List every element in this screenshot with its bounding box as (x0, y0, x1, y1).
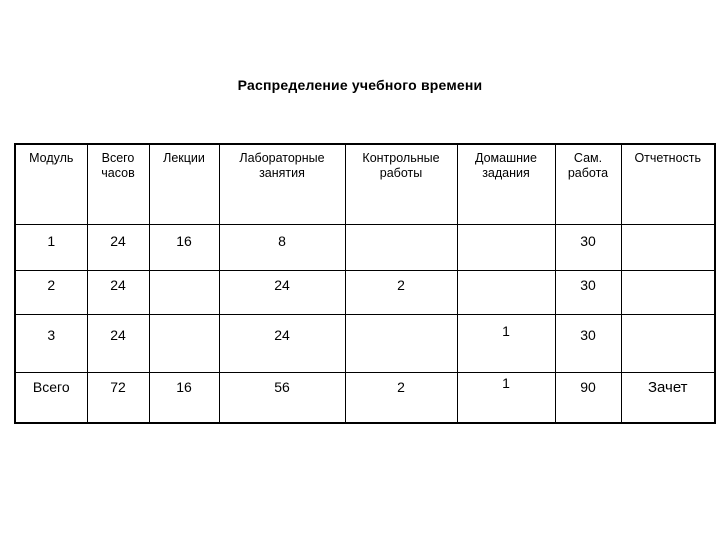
cell-lectures: 16 (149, 372, 219, 423)
header-homework: Домашние задания (457, 144, 555, 224)
cell-tests: 2 (345, 270, 457, 314)
time-distribution-table (14, 143, 716, 424)
header-self-study: Сам. работа (555, 144, 621, 224)
header-lectures: Лекции (149, 144, 219, 224)
cell-report (621, 314, 715, 372)
cell-labs: 8 (219, 224, 345, 270)
cell-lectures (149, 270, 219, 314)
cell-self: 30 (555, 270, 621, 314)
header-report: Отчетность (621, 144, 715, 224)
cell-report (621, 224, 715, 270)
cell-homework-value: 1 (502, 322, 510, 339)
cell-self: 90 (555, 372, 621, 423)
cell-lectures: 16 (149, 224, 219, 270)
cell-labs: 24 (219, 314, 345, 372)
cell-self: 30 (555, 314, 621, 372)
cell-homework (457, 372, 555, 423)
cell-total: 24 (87, 314, 149, 372)
cell-homework (457, 270, 555, 314)
cell-report: Зачет (621, 372, 715, 423)
header-tests: Контрольные работы (345, 144, 457, 224)
cell-module: 1 (15, 224, 87, 270)
cell-total: 24 (87, 224, 149, 270)
cell-lectures (149, 314, 219, 372)
table-header-row (15, 144, 715, 224)
cell-self: 30 (555, 224, 621, 270)
cell-total: 72 (87, 372, 149, 423)
cell-module: 3 (15, 314, 87, 372)
header-labs: Лабораторные занятия (219, 144, 345, 224)
cell-homework (457, 224, 555, 270)
header-module: Модуль (15, 144, 87, 224)
cell-module: 2 (15, 270, 87, 314)
cell-total: 24 (87, 270, 149, 314)
cell-labs: 24 (219, 270, 345, 314)
table-row (15, 314, 715, 372)
cell-report (621, 270, 715, 314)
cell-tests (345, 314, 457, 372)
document-title: Распределение учебного времени (237, 77, 483, 93)
cell-labs: 56 (219, 372, 345, 423)
cell-tests: 2 (345, 372, 457, 423)
table-row (15, 270, 715, 314)
cell-homework (457, 314, 555, 372)
table-total-row (15, 372, 715, 423)
table-row (15, 224, 715, 270)
cell-tests (345, 224, 457, 270)
cell-homework-value: 1 (502, 374, 510, 391)
cell-module: Всего (15, 372, 87, 423)
header-total-hours: Всего часов (87, 144, 149, 224)
